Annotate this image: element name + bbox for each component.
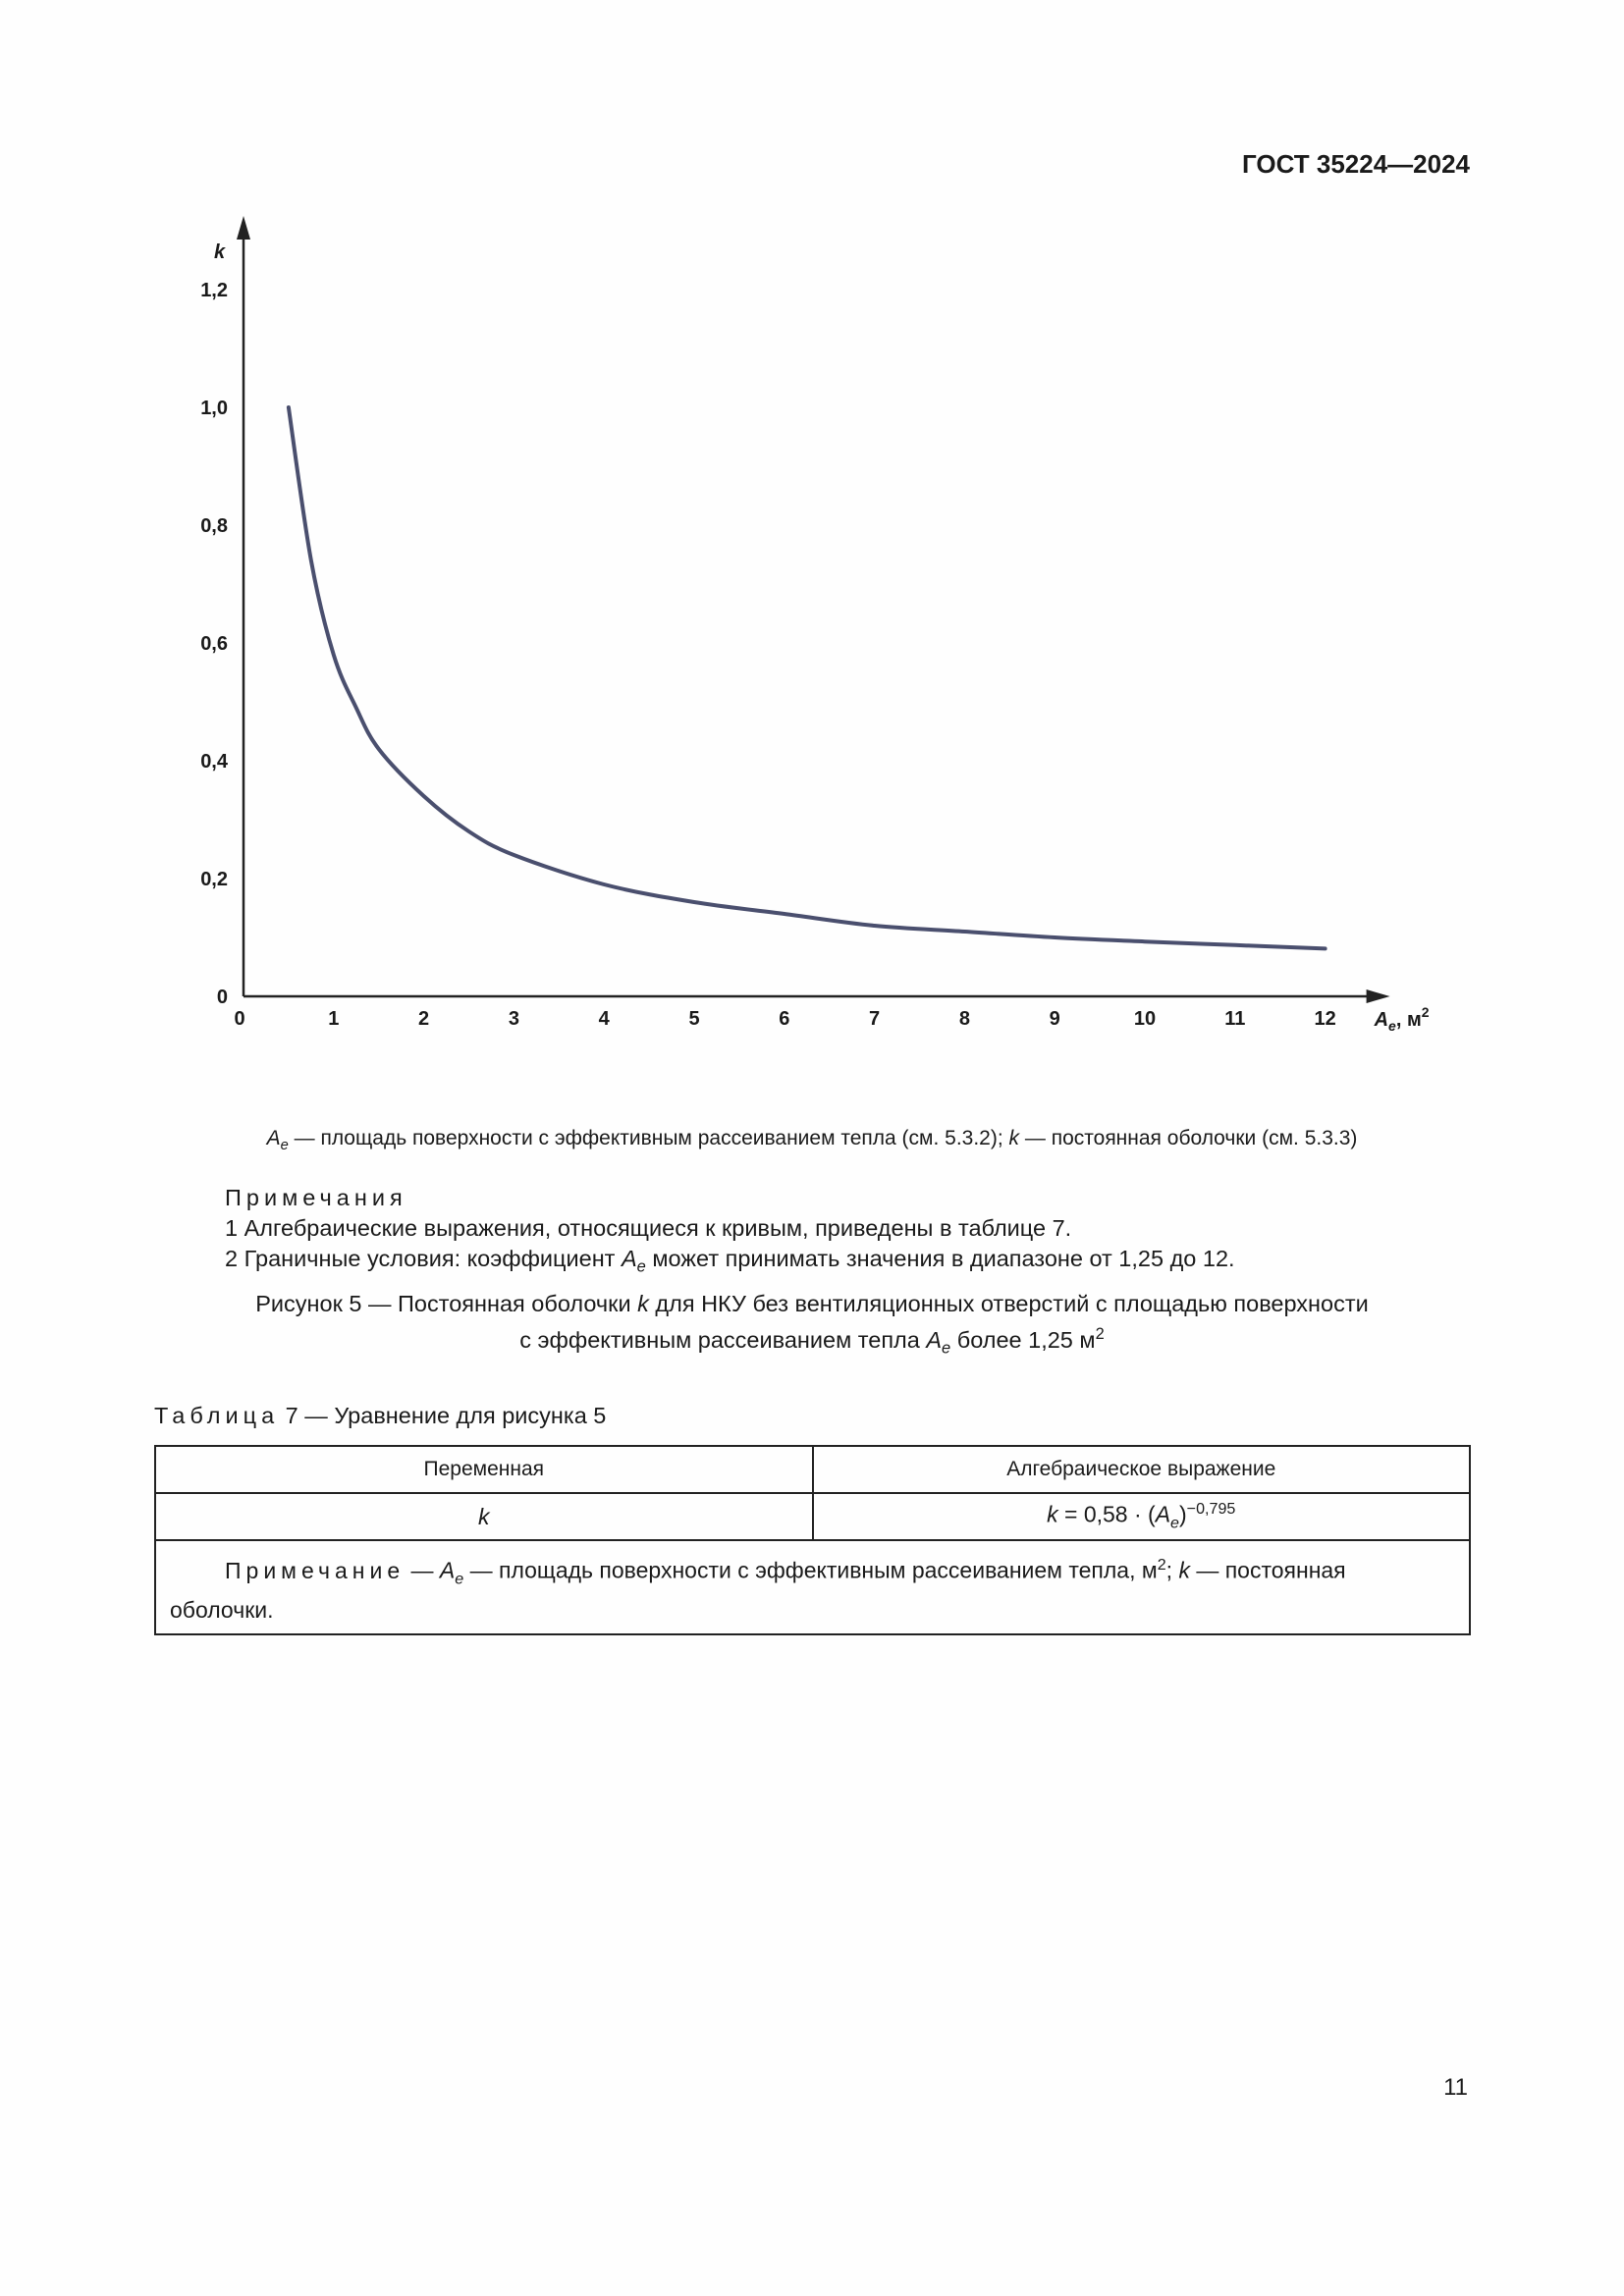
chart-ticks (200, 241, 1430, 1034)
table-note-a-sub: e (455, 1570, 464, 1588)
x-tick-label: 0 (234, 1008, 245, 1030)
variable-k: k (478, 1503, 490, 1529)
table-header-expression: Алгебраическое выражение (813, 1446, 1471, 1493)
table-note (155, 1540, 1470, 1634)
x-axis-label: $A_e$, $м^2$ (1374, 1004, 1430, 1034)
y-tick-label: 0,8 (200, 515, 228, 537)
table-title-word: Таблица (154, 1403, 280, 1428)
x-tick-label: 8 (958, 1008, 970, 1030)
figure-legend (0, 1127, 1624, 1153)
table-header-row (155, 1446, 1470, 1493)
envelope-constant-chart (167, 216, 1473, 1080)
symbol-k: k (1008, 1127, 1020, 1149)
caption-line-2 (0, 1319, 1624, 1364)
table-row (155, 1493, 1470, 1540)
table-note-text-3: — постоянная оболочки. (170, 1557, 1346, 1624)
expr-close: ) (1179, 1502, 1187, 1528)
legend-text-k: — постоянная оболочки (см. 5.3.3) (1019, 1127, 1358, 1149)
y-tick-label: 0,4 (200, 751, 228, 773)
note-item-1: 1 Алгебраические выражения, относящиеся к кривым, приведены в таблице 7. (225, 1215, 1072, 1241)
note-2-post: может принимать значения в диапазоне от 1,25 до 12. (645, 1246, 1235, 1271)
chart-curve (289, 407, 1326, 949)
equation-table (154, 1445, 1471, 1635)
y-tick-label: 0,6 (200, 633, 228, 655)
x-tick-label: 3 (508, 1008, 519, 1030)
caption-1-pre: Рисунок 5 — Постоянная оболочки (255, 1291, 638, 1316)
table-note-sup: 2 (1157, 1556, 1166, 1574)
notes-title: Примечания (225, 1185, 407, 1210)
caption-line-1 (0, 1289, 1624, 1319)
x-tick-label: 12 (1314, 1008, 1336, 1030)
document-header: ГОСТ 35224—2024 (1242, 149, 1470, 179)
y-tick-label: 0,2 (200, 869, 228, 890)
expr-exponent: −0,795 (1186, 1500, 1236, 1519)
x-tick-label: 1 (328, 1008, 340, 1030)
expr-k: k (1047, 1502, 1058, 1528)
table-note-row (155, 1540, 1470, 1634)
x-tick-label: 9 (1049, 1008, 1060, 1030)
y-axis-label: k (214, 241, 226, 263)
page-number: 11 (1443, 2074, 1468, 2101)
chart-axes (237, 216, 1390, 1003)
figure-notes (225, 1183, 1235, 1283)
x-tick-label: 10 (1133, 1008, 1157, 1030)
table-note-a: A (439, 1557, 456, 1583)
x-tick-label: 6 (779, 1008, 790, 1030)
table-note-dash: — (405, 1557, 440, 1583)
table-note-word: Примечание (225, 1557, 406, 1583)
y-tick-label: 0 (216, 987, 228, 1008)
symbol-ae: A (266, 1127, 281, 1149)
table-note-text-2: ; (1165, 1557, 1179, 1583)
table-title-rest: 7 — Уравнение для рисунка 5 (279, 1403, 607, 1428)
expr-mid: = 0,58 · ( (1057, 1502, 1156, 1528)
x-tick-label: 2 (418, 1008, 430, 1030)
caption-1-post: для НКУ без вентиляционных отверстий с площадью поверхности (648, 1291, 1369, 1316)
expr-a: A (1155, 1502, 1171, 1528)
table-note-text-1: — площадь поверхности с эффективным рассеиванием тепла, м (463, 1557, 1158, 1583)
figure-caption (0, 1289, 1624, 1364)
data-series-line (289, 407, 1326, 948)
note-item-2 (225, 1244, 1235, 1283)
caption-1-symbol: k (637, 1291, 649, 1316)
y-tick-label: 1,0 (200, 398, 228, 419)
note-2-symbol: A (621, 1246, 637, 1271)
table-cell-variable (155, 1493, 813, 1540)
x-tick-label: 11 (1224, 1008, 1246, 1030)
table-cell-expression (813, 1493, 1471, 1540)
caption-2-pre: с эффективным рассеиванием тепла (519, 1326, 927, 1353)
caption-2-symbol-sub: e (942, 1339, 951, 1358)
expr-a-sub: e (1170, 1514, 1179, 1532)
x-tick-label: 5 (688, 1008, 700, 1030)
table-note-k: k (1178, 1557, 1190, 1583)
table-title (154, 1403, 606, 1429)
y-tick-label: 1,2 (200, 280, 228, 301)
legend-text-ae: — площадь поверхности с эффективным рассеиванием тепла (см. 5.3.2); (288, 1127, 1009, 1149)
note-2-symbol-sub: e (636, 1257, 646, 1276)
y-axis-arrow (237, 216, 250, 240)
x-axis-arrow (1367, 989, 1390, 1003)
note-2-pre: 2 Граничные условия: коэффициент (225, 1246, 622, 1271)
caption-2-symbol: A (926, 1326, 943, 1353)
table-header-variable: Переменная (155, 1446, 813, 1493)
symbol-ae-sub: e (280, 1138, 289, 1154)
caption-2-post: более 1,25 м (950, 1326, 1096, 1353)
x-tick-label: 4 (598, 1008, 610, 1030)
caption-2-sup: 2 (1095, 1325, 1105, 1343)
x-tick-label: 7 (869, 1008, 881, 1030)
